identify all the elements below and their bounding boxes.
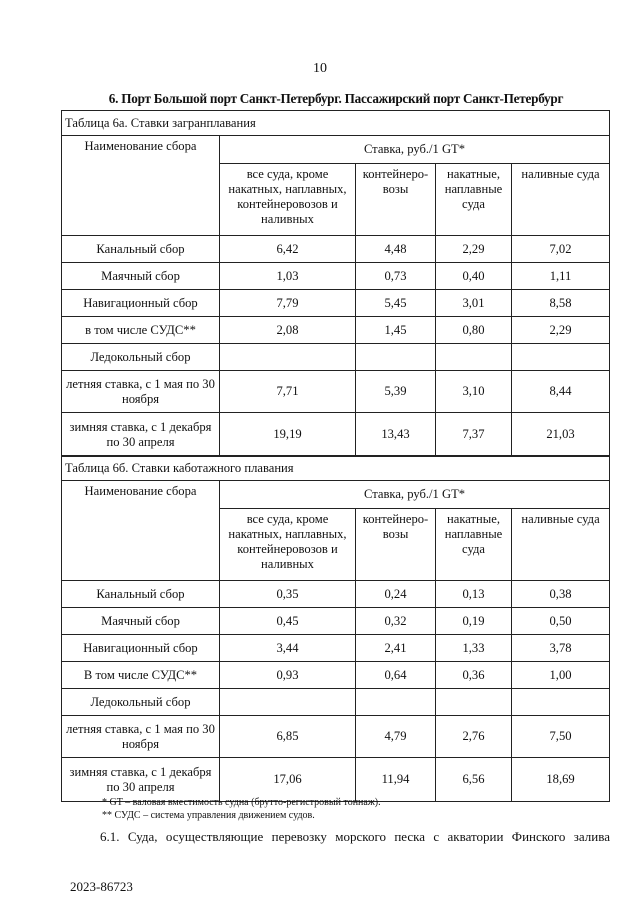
fee-name-cell: Маячный сбор [62, 263, 220, 290]
rate-cell: 0,36 [436, 662, 512, 689]
table-row [62, 317, 610, 344]
rate-cell: 1,45 [356, 317, 436, 344]
column-header-tankers: наливные суда [512, 164, 610, 236]
rate-cell: 5,45 [356, 290, 436, 317]
table-row [62, 608, 610, 635]
rate-cell: 0,32 [356, 608, 436, 635]
rate-cell: 0,64 [356, 662, 436, 689]
column-header-fee-name: Наименование сбора [62, 136, 220, 236]
rates-table-cabotage [61, 455, 610, 802]
table-header-row [62, 481, 610, 509]
fee-name-cell: зимняя ставка, с 1 декабря по 30 апреля [62, 413, 220, 457]
rate-cell: 8,44 [512, 371, 610, 413]
fee-name-cell: Ледокольный сбор [62, 689, 220, 716]
rate-cell: 0,38 [512, 581, 610, 608]
footnote-suds: ** СУДС – система управления движением судов. [102, 810, 315, 821]
rate-cell: 8,58 [512, 290, 610, 317]
column-header-all-ships: все суда, кроме накатных, наплавных, контейнеровозов и наливных [220, 164, 356, 236]
rate-cell: 0,93 [220, 662, 356, 689]
rate-cell: 0,50 [512, 608, 610, 635]
rate-cell: 6,56 [436, 758, 512, 802]
document-number: 2023-86723 [70, 879, 133, 894]
fee-name-cell: летняя ставка, с 1 мая по 30 ноября [62, 371, 220, 413]
column-header-container-ships: контейнеро-возы [356, 509, 436, 581]
fee-name-cell: зимняя ставка, с 1 декабря по 30 апреля [62, 758, 220, 802]
rate-cell: 6,85 [220, 716, 356, 758]
table-row [62, 290, 610, 317]
rate-cell: 0,24 [356, 581, 436, 608]
fee-name-cell: Маячный сбор [62, 608, 220, 635]
table-caption: Таблица 6а. Ставки загранплавания [62, 111, 610, 136]
table-caption-row [62, 456, 610, 481]
rate-cell: 7,50 [512, 716, 610, 758]
fee-name-cell: В том числе СУДС** [62, 662, 220, 689]
rate-cell: 2,76 [436, 716, 512, 758]
column-header-container-ships: контейнеро-возы [356, 164, 436, 236]
rate-cell: 7,02 [512, 236, 610, 263]
column-header-all-ships: все суда, кроме накатных, наплавных, контейнеровозов и наливных [220, 509, 356, 581]
table-header-row [62, 136, 610, 164]
rate-cell: 19,19 [220, 413, 356, 457]
table-caption: Таблица 6б. Ставки каботажного плавания [62, 456, 610, 481]
rate-cell: 1,11 [512, 263, 610, 290]
column-header-roro-ships: накатные, наплавные суда [436, 509, 512, 581]
rate-cell: 21,03 [512, 413, 610, 457]
rate-cell: 4,48 [356, 236, 436, 263]
fee-name-cell: Канальный сбор [62, 581, 220, 608]
rate-cell: 6,42 [220, 236, 356, 263]
table-row [62, 689, 610, 716]
rate-cell: 13,43 [356, 413, 436, 457]
rate-cell: 2,29 [436, 236, 512, 263]
rate-cell: 2,29 [512, 317, 610, 344]
table-row [62, 635, 610, 662]
rate-cell: 0,73 [356, 263, 436, 290]
footnotes [102, 796, 381, 822]
table-row [62, 716, 610, 758]
rate-cell: 7,37 [436, 413, 512, 457]
fee-name-cell: в том числе СУДС** [62, 317, 220, 344]
rate-cell: 11,94 [356, 758, 436, 802]
footnote-gt: * GT – валовая вместимость судна (брутто-регистровый тоннаж). [102, 797, 381, 808]
table-row [62, 581, 610, 608]
column-header-rate: Ставка, руб./1 GT* [220, 481, 610, 509]
paragraph-6-1: 6.1. Суда, осуществляющие перевозку морского песка с акватории Финского залива [100, 829, 610, 844]
table-row [62, 662, 610, 689]
rate-cell: 7,79 [220, 290, 356, 317]
rate-cell [356, 344, 436, 371]
column-header-fee-name: Наименование сбора [62, 481, 220, 581]
fee-name-cell: Навигационный сбор [62, 290, 220, 317]
rate-cell [220, 344, 356, 371]
table-row [62, 263, 610, 290]
rate-cell: 3,01 [436, 290, 512, 317]
table-row [62, 413, 610, 457]
fee-name-cell: Ледокольный сбор [62, 344, 220, 371]
rate-cell [356, 689, 436, 716]
rate-cell: 0,35 [220, 581, 356, 608]
rate-cell [436, 344, 512, 371]
rate-cell: 4,79 [356, 716, 436, 758]
section-title: 6. Порт Большой порт Санкт-Петербург. Пассажирский порт Санкт-Петербург [108, 91, 564, 106]
rate-cell: 7,71 [220, 371, 356, 413]
rate-cell: 1,03 [220, 263, 356, 290]
table-row [62, 371, 610, 413]
rate-cell: 0,13 [436, 581, 512, 608]
rate-cell: 3,78 [512, 635, 610, 662]
rates-table-foreign [61, 110, 610, 457]
rate-cell: 2,41 [356, 635, 436, 662]
column-header-rate: Ставка, руб./1 GT* [220, 136, 610, 164]
rate-cell [512, 689, 610, 716]
rate-cell: 17,06 [220, 758, 356, 802]
rate-cell: 0,80 [436, 317, 512, 344]
column-header-roro-ships: накатные, наплавные суда [436, 164, 512, 236]
fee-name-cell: Канальный сбор [62, 236, 220, 263]
table-row [62, 758, 610, 802]
rate-cell: 3,44 [220, 635, 356, 662]
rate-cell: 18,69 [512, 758, 610, 802]
fee-name-cell: Навигационный сбор [62, 635, 220, 662]
rate-cell [512, 344, 610, 371]
rate-cell: 0,40 [436, 263, 512, 290]
table-row [62, 236, 610, 263]
page-number: 10 [313, 61, 327, 76]
rate-cell: 5,39 [356, 371, 436, 413]
fee-name-cell: летняя ставка, с 1 мая по 30 ноября [62, 716, 220, 758]
rate-cell: 1,00 [512, 662, 610, 689]
table-caption-row [62, 111, 610, 136]
table-row [62, 344, 610, 371]
rate-cell: 3,10 [436, 371, 512, 413]
rate-cell: 1,33 [436, 635, 512, 662]
rate-cell [436, 689, 512, 716]
rate-cell: 2,08 [220, 317, 356, 344]
rate-cell: 0,19 [436, 608, 512, 635]
column-header-tankers: наливные суда [512, 509, 610, 581]
rate-cell: 0,45 [220, 608, 356, 635]
rate-cell [220, 689, 356, 716]
